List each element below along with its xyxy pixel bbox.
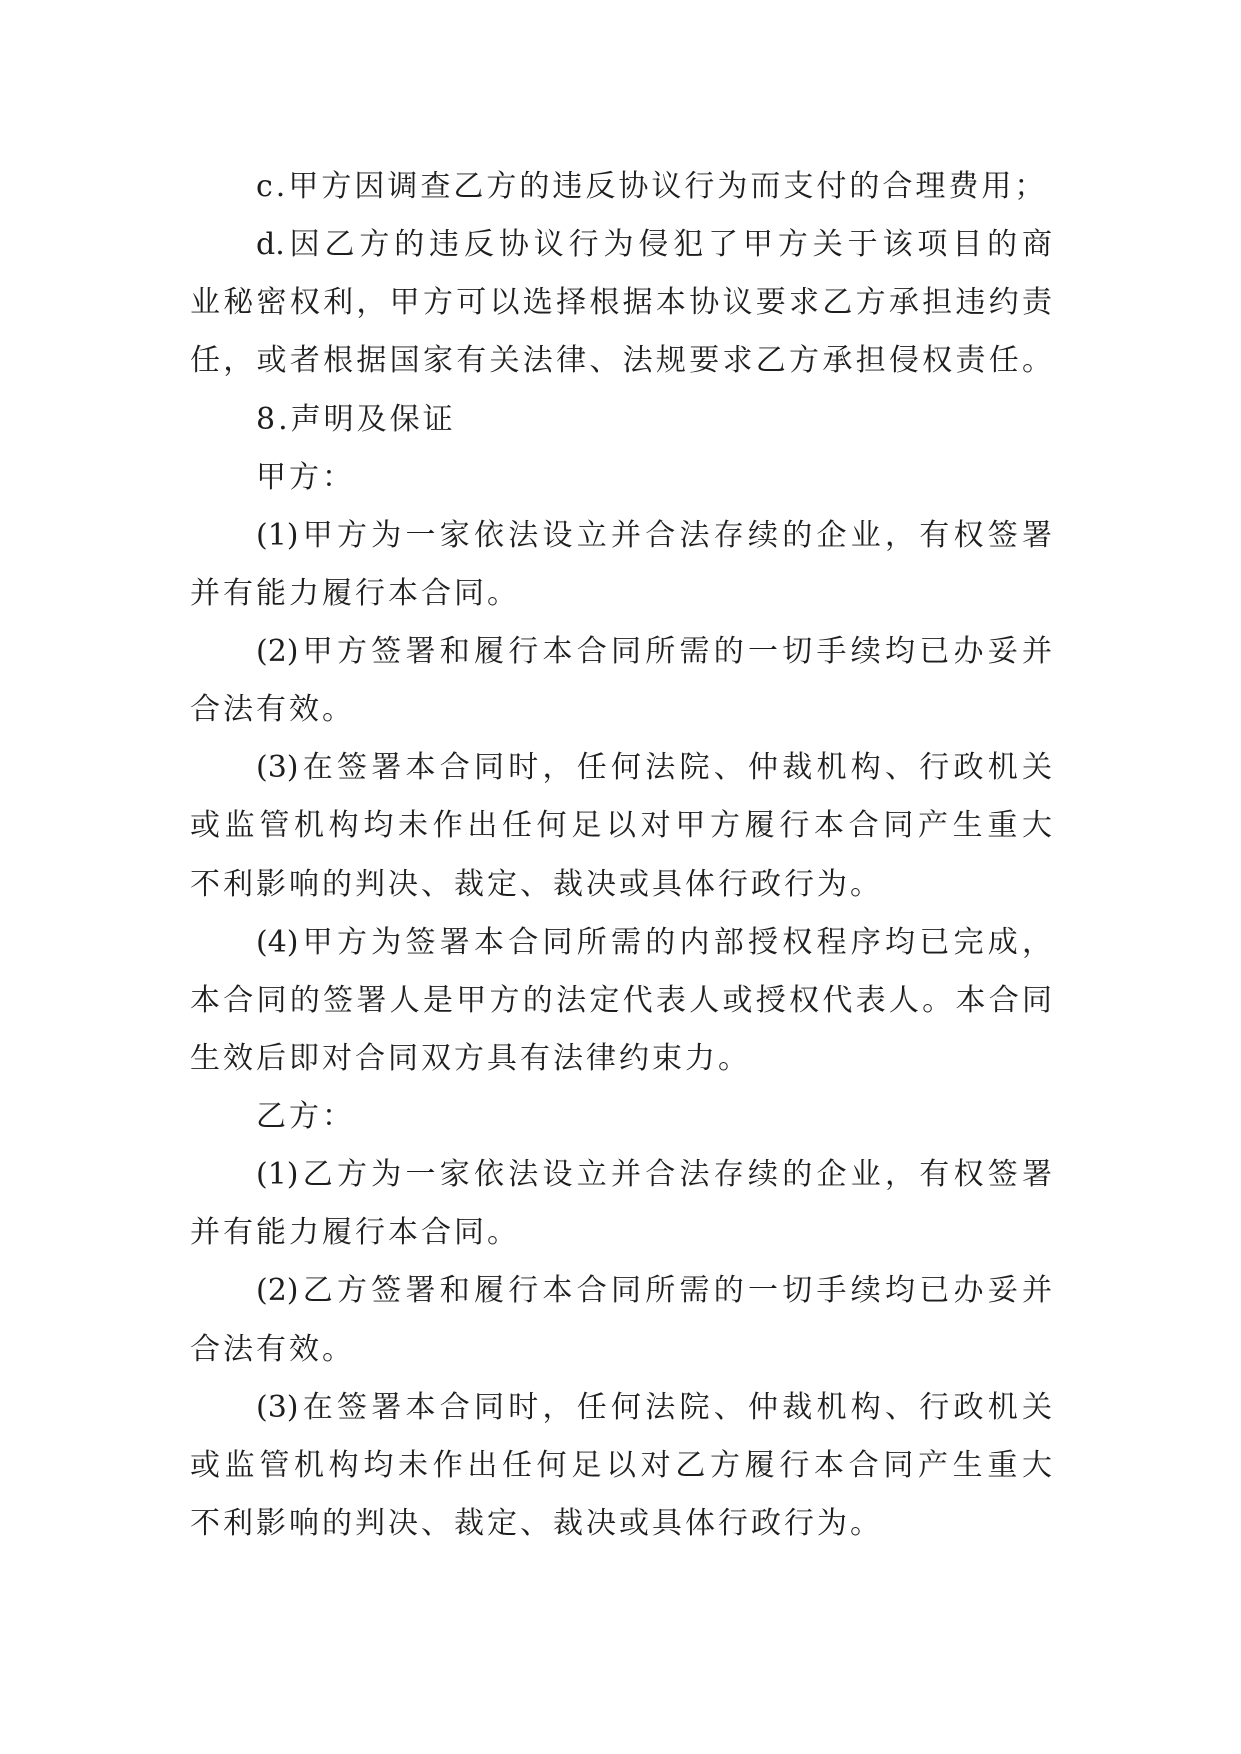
text-line: 合法有效。 — [190, 692, 355, 728]
party-b-item-2 — [190, 1262, 1052, 1378]
party-label-text: 甲方： — [256, 459, 355, 495]
section-heading-text: 8.声明及保证 — [256, 401, 456, 437]
text-line: 本合同的签署人是甲方的法定代表人或授权代表人。本合同 — [190, 982, 1052, 1018]
text-line: (1)乙方为一家依法设立并合法存续的企业，有权签署 — [256, 1157, 1052, 1193]
text-line: 或监管机构均未作出任何足以对乙方履行本合同产生重大 — [190, 1447, 1052, 1483]
paragraph-clause-c — [190, 158, 1052, 216]
party-b-label — [190, 1088, 1052, 1146]
text-line: 业秘密权利，甲方可以选择根据本协议要求乙方承担违约责 — [190, 285, 1052, 321]
party-b-item-3 — [190, 1379, 1052, 1553]
text-line: 生效后即对合同双方具有法律约束力。 — [190, 1040, 751, 1076]
party-label-text: 乙方： — [256, 1099, 355, 1134]
text-line: (3)在签署本合同时，任何法院、仲裁机构、行政机关 — [256, 1389, 1052, 1425]
text-line: 并有能力履行本合同。 — [190, 575, 520, 611]
text-line: (4)甲方为签署本合同所需的内部授权程序均已完成， — [256, 924, 1052, 960]
text-line: c.甲方因调查乙方的违反协议行为而支付的合理费用； — [256, 169, 1048, 204]
text-line: 任，或者根据国家有关法律、法规要求乙方承担侵权责任。 — [190, 343, 1052, 379]
text-line: 并有能力履行本合同。 — [190, 1215, 520, 1251]
text-line: 或监管机构均未作出任何足以对甲方履行本合同产生重大 — [190, 808, 1052, 844]
document-body — [190, 158, 1052, 1553]
text-line: 不利影响的判决、裁定、裁决或具体行政行为。 — [190, 866, 883, 902]
text-line: (2)乙方签署和履行本合同所需的一切手续均已办妥并 — [256, 1273, 1052, 1309]
text-line: d.因乙方的违反协议行为侵犯了甲方关于该项目的商 — [256, 227, 1052, 263]
party-a-item-3 — [190, 739, 1052, 913]
party-a-item-1 — [190, 507, 1052, 623]
text-line: (1)甲方为一家依法设立并合法存续的企业，有权签署 — [256, 517, 1052, 553]
text-line: (3)在签署本合同时，任何法院、仲裁机构、行政机关 — [256, 750, 1052, 786]
text-line: (2)甲方签署和履行本合同所需的一切手续均已办妥并 — [256, 634, 1052, 669]
party-a-item-2 — [190, 623, 1052, 739]
text-line: 合法有效。 — [190, 1331, 355, 1367]
party-a-item-4 — [190, 914, 1052, 1088]
party-a-label — [190, 449, 1052, 507]
text-line: 不利影响的判决、裁定、裁决或具体行政行为。 — [190, 1505, 883, 1541]
section-heading — [190, 391, 1052, 449]
party-b-item-1 — [190, 1146, 1052, 1262]
paragraph-clause-d — [190, 216, 1052, 390]
